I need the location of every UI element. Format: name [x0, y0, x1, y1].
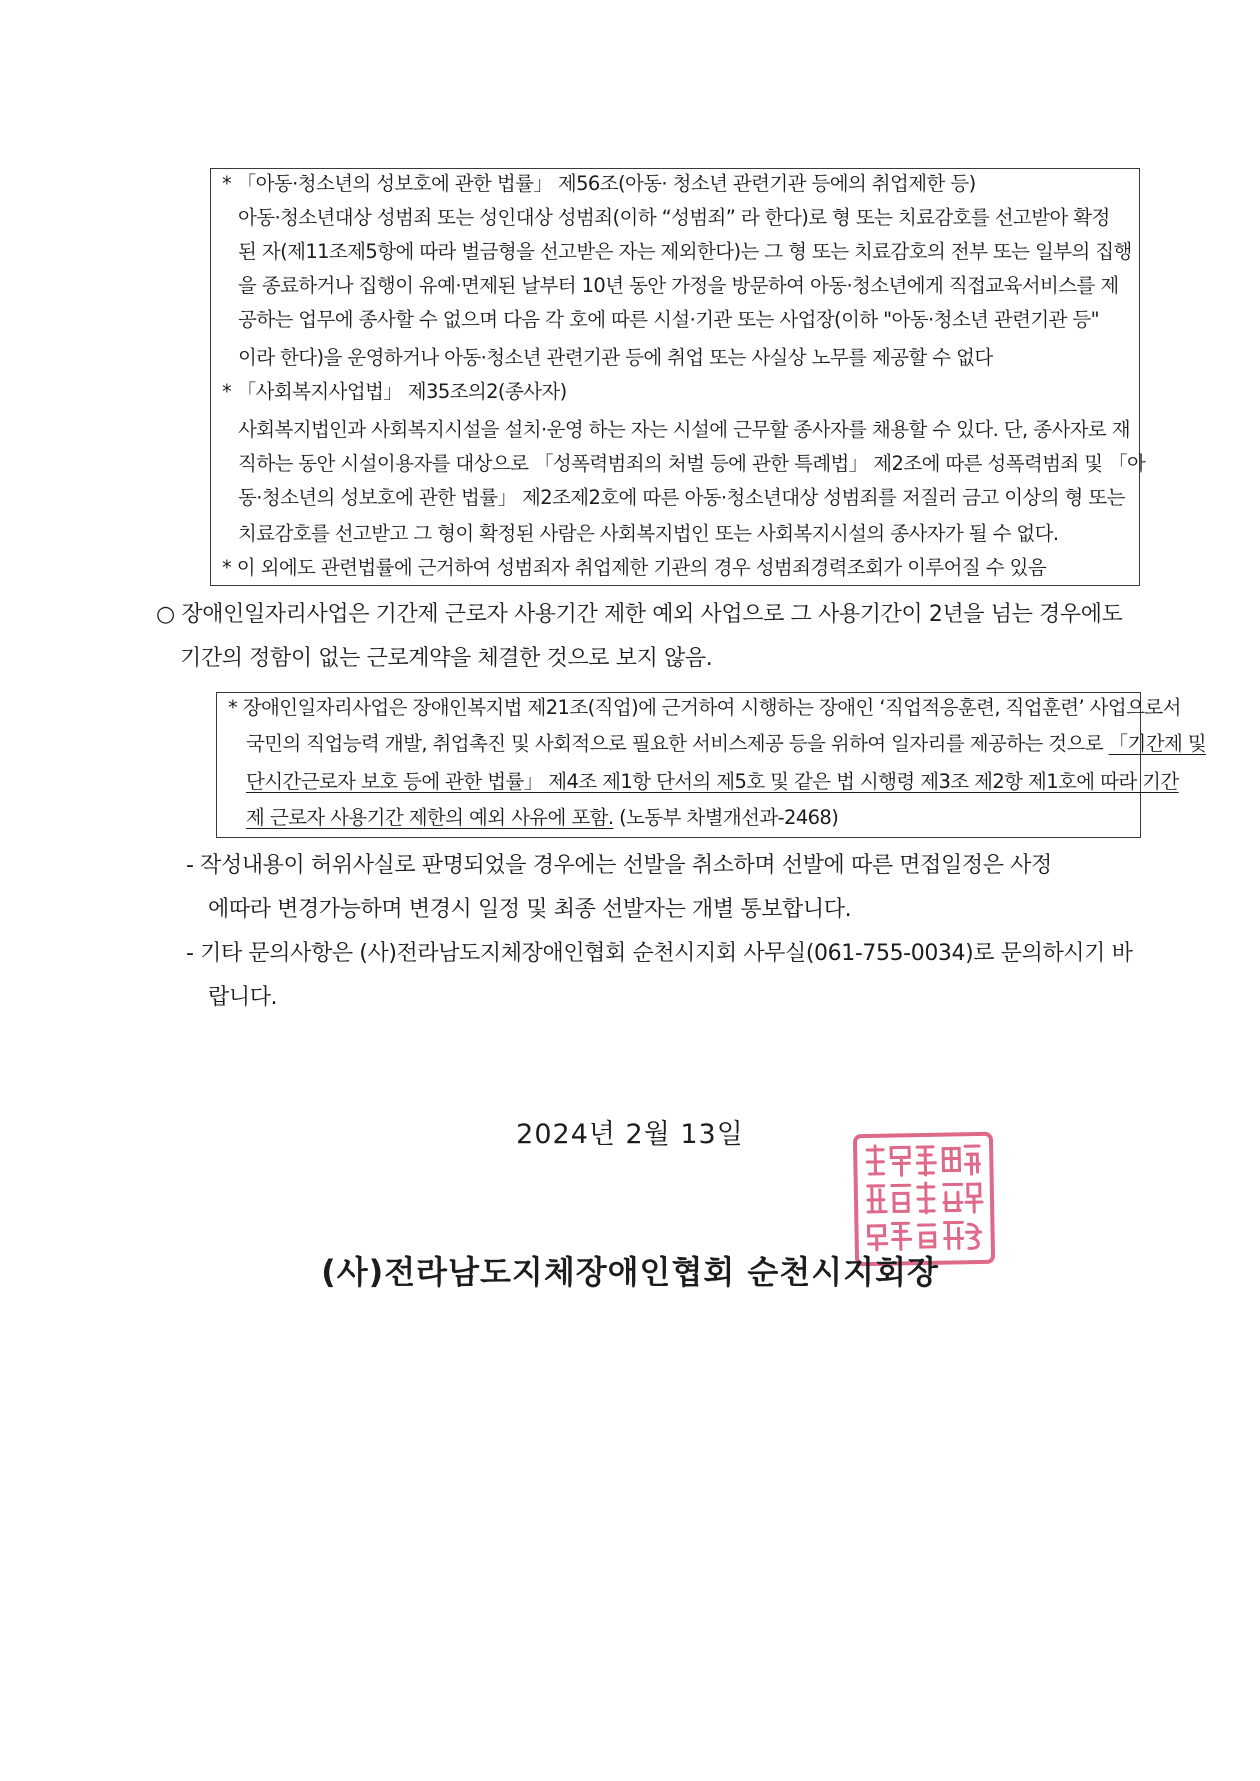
box1-line: 동·청소년의 성보호에 관한 법률」 제2조제2호에 따른 아동·청소년대상 성범죄를 저질러 금고 이상의 형 또는	[238, 486, 1125, 509]
box1-line: 공하는 업무에 종사할 수 없으며 다음 각 호에 따른 시설·기관 또는 사업장(이하 "아동·청소년 관련기관 등"	[238, 308, 1100, 331]
box2-line-text: 국민의 직업능력 개발, 취업촉진 및 사회적으로 필요한 서비스제공 등을 위하여 일자리를 제공하는 것으로	[246, 732, 1109, 755]
note-line: - 작성내용이 허위사실로 판명되었을 경우에는 선발을 취소하며 선발에 따른 면접일정은 사정	[186, 853, 1052, 878]
note-line: 랍니다.	[208, 985, 278, 1010]
box1-line: 을 종료하거나 집행이 유예·면제된 날부터 10년 동안 가정을 방문하여 아동·청소년에게 직접교육서비스를 제	[238, 274, 1119, 297]
box2-line: 단시간근로자 보호 등에 관한 법률」 제4조 제1항 단서의 제5호 및 같은 법 시행령 제3조 제2항 제1호에 따라 기간	[246, 770, 1179, 793]
note-line: 에따라 변경가능하며 변경시 일정 및 최종 선발자는 개별 통보합니다.	[208, 897, 852, 922]
box2-line	[246, 803, 838, 833]
box1-line: 이라 한다)을 운영하거나 아동·청소년 관련기관 등에 취업 또는 사실상 노무를 제공할 수 없다	[238, 346, 993, 369]
box1-line: 아동·청소년대상 성범죄 또는 성인대상 성범죄(이하 “성범죄” 라 한다)로 형 또는 치료감호를 선고받아 확정	[238, 206, 1110, 229]
box1-line: 된 자(제11조제5항에 따라 벌금형을 선고받은 자는 제외한다)는 그 형 또는 치료감호의 전부 또는 일부의 집행	[238, 240, 1132, 263]
box2-underlined-text: 제 근로자 사용기간 제한의 예외 사유에 포함.	[246, 806, 614, 829]
official-seal-graphic	[857, 1136, 991, 1262]
box1-line: 사회복지법인과 사회복지시설을 설치·운영 하는 자는 시설에 근무할 종사자를 채용할 수 있다. 단, 종사자로 재	[238, 418, 1131, 441]
box2-line: * 장애인일자리사업은 장애인복지법 제21조(직업)에 근거하여 시행하는 장애인 ‘직업적응훈련, 직업훈련’ 사업으로서	[228, 696, 1181, 719]
box1-line: * 「사회복지사업법」 제35조의2(종사자)	[222, 380, 567, 403]
box2-reference: (노동부 차별개선과-2468)	[613, 806, 839, 829]
box1-line: * 이 외에도 관련법률에 근거하여 성범죄자 취업제한 기관의 경우 성범죄경력조회가 이루어질 수 있음	[222, 556, 1047, 579]
box1-line: * 「아동·청소년의 성보호에 관한 법률」 제56조(아동· 청소년 관련기관 등에의 취업제한 등)	[222, 172, 976, 195]
document-date: 2024년 2월 13일	[516, 1119, 744, 1150]
body-paragraph-line: ○ 장애인일자리사업은 기간제 근로자 사용기간 제한 예외 사업으로 그 사용기간이 2년을 넘는 경우에도	[156, 602, 1123, 627]
box1-line: 치료감호를 선고받고 그 형이 확정된 사람은 사회복지법인 또는 사회복지시설의 종사자가 될 수 없다.	[238, 522, 1059, 545]
box2-line	[246, 729, 1206, 759]
signatory-name: (사)전라남도지체장애인협회 순천시지회장	[321, 1253, 939, 1291]
box2-underlined-text: 「기간제 및	[1108, 732, 1207, 755]
box1-line: 직하는 동안 시설이용자를 대상으로 「성폭력범죄의 처벌 등에 관한 특례법」 제2조에 따른 성폭력범죄 및 「아	[238, 452, 1146, 475]
body-paragraph-line: 기간의 정함이 없는 근로계약을 체결한 것으로 보지 않음.	[180, 646, 713, 671]
note-line: - 기타 문의사항은 (사)전라남도지체장애인협회 순천시지회 사무실(061-755-0034)로 문의하시기 바	[186, 941, 1133, 966]
